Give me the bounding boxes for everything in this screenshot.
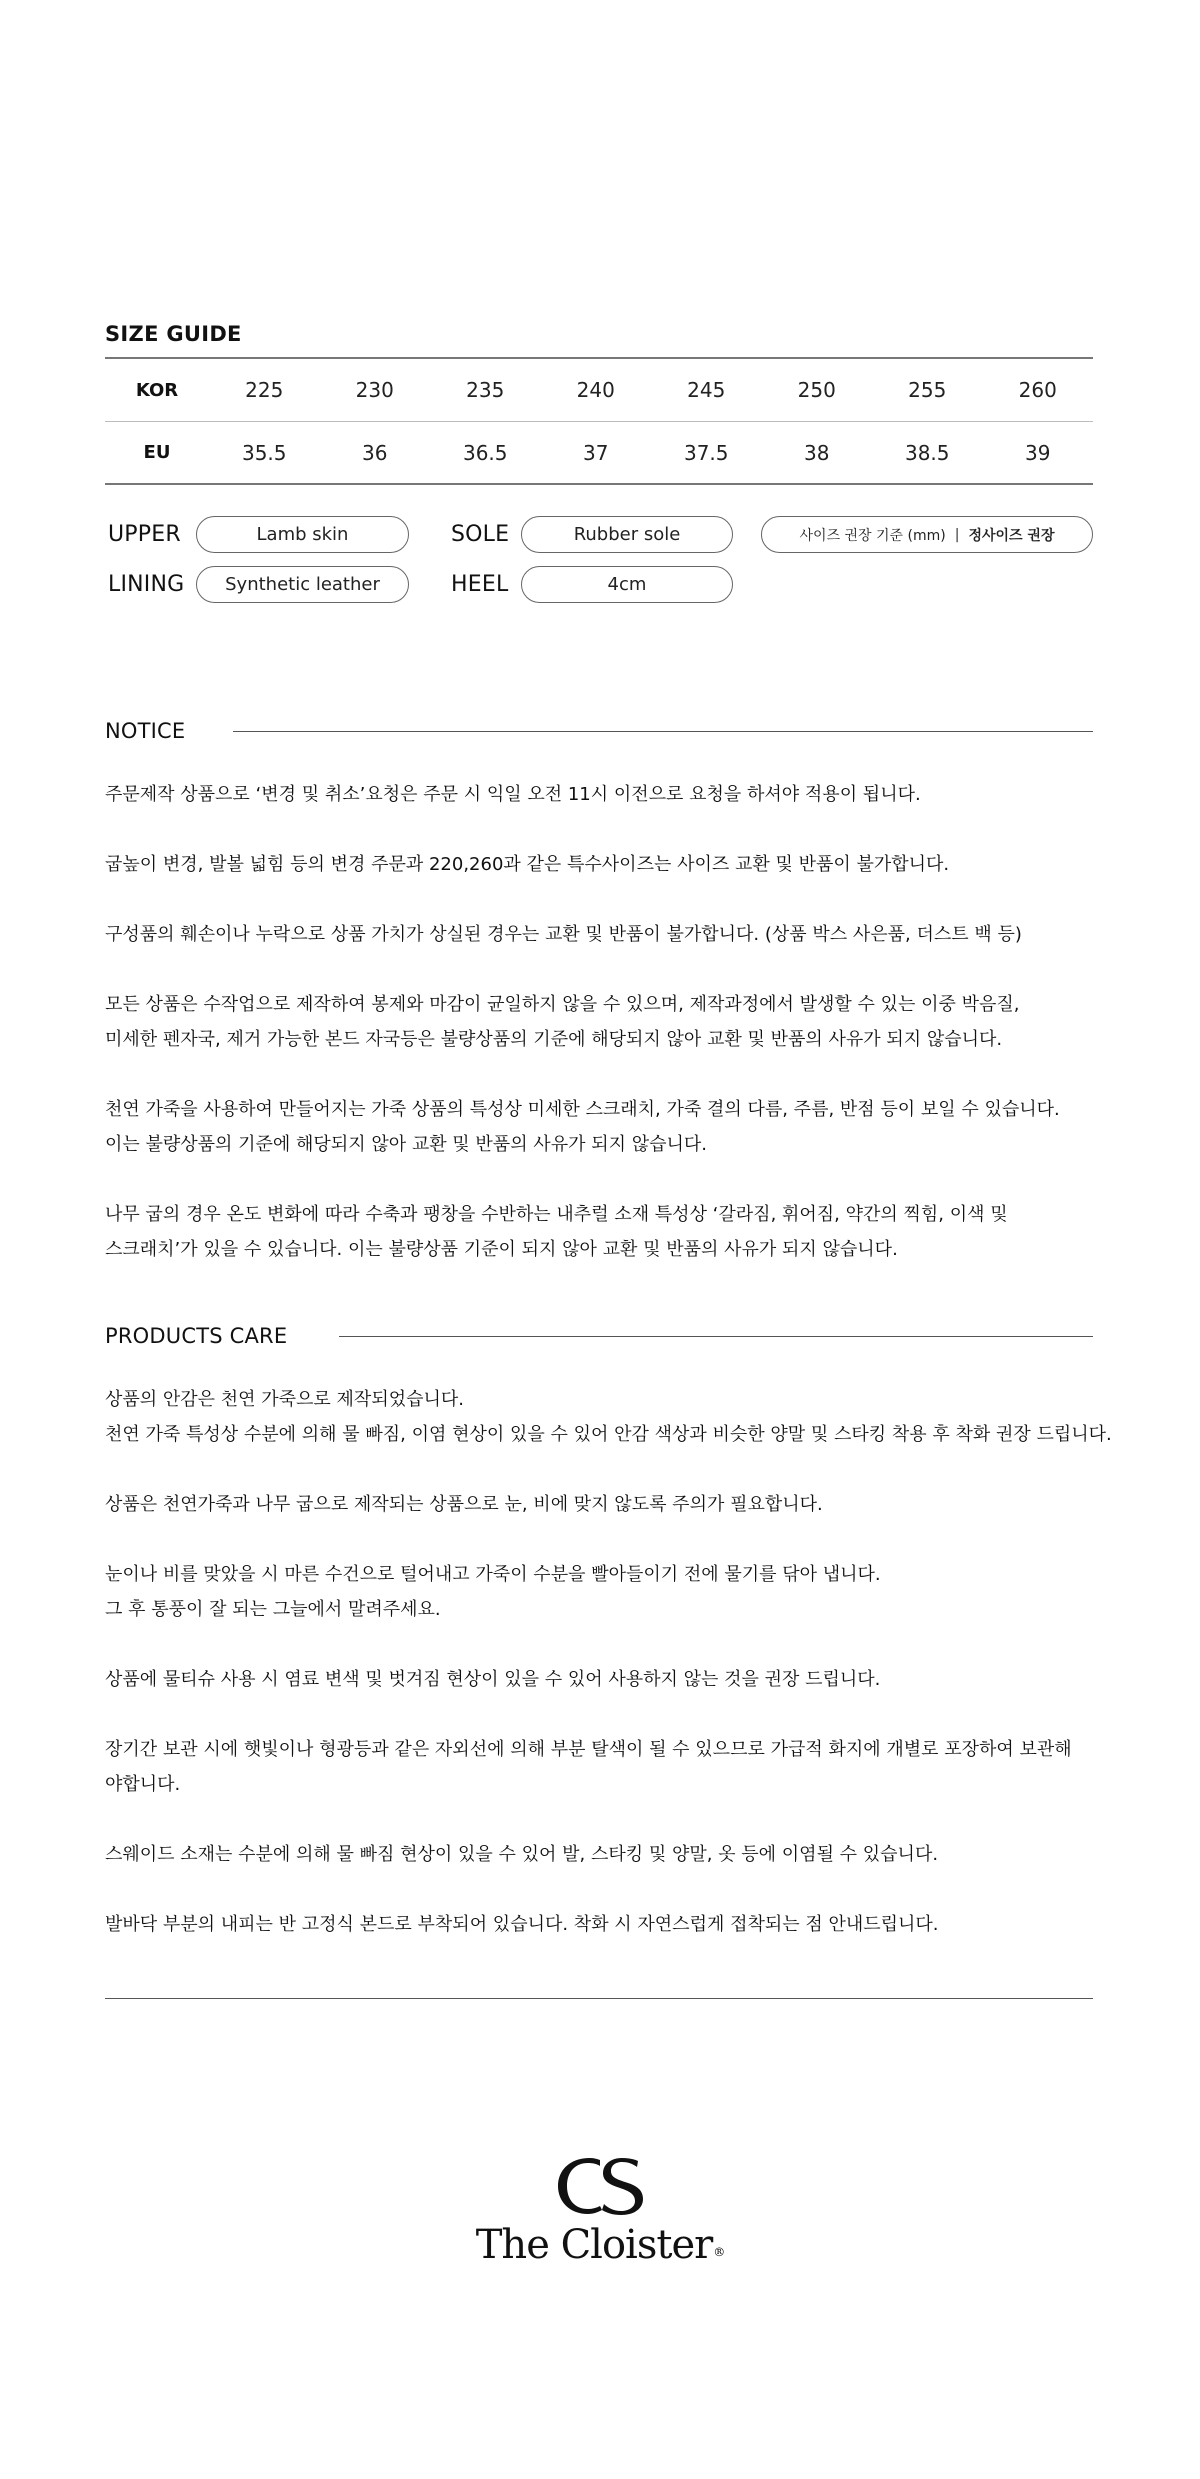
care-line: 스웨이드 소재는 수분에 의해 물 빠짐 현상이 있을 수 있어 발, 스타킹 및 양말, 옷 등에 이염될 수 있습니다.: [105, 1844, 939, 1865]
size-standard-badge: [761, 516, 1093, 553]
notice-item: [105, 987, 1105, 1057]
care-item: [105, 1907, 1105, 1942]
cs-monogram-icon: [550, 2150, 650, 2220]
size-cell: 230: [355, 378, 394, 402]
notice-rule: [233, 731, 1093, 732]
row-label: EU: [143, 442, 171, 463]
heel-value: 4cm: [521, 566, 733, 603]
size-cell: 38.5: [904, 440, 950, 465]
care-item: [105, 1837, 1105, 1872]
size-guide-section: [105, 322, 1093, 606]
notice-heading: [105, 719, 1093, 743]
notice-item: [105, 847, 1105, 882]
size-guide-title: SIZE GUIDE: [105, 322, 242, 346]
size-cell: 250: [797, 378, 836, 402]
size-cell: 36.5: [462, 440, 508, 465]
size-cell: 225: [245, 378, 284, 402]
size-cell: 38: [804, 440, 830, 465]
notice-line: 미세한 펜자국, 제거 가능한 본드 자국등은 불량상품의 기준에 해당되지 않아 교환 및 반품의 사유가 되지 않습니다.: [105, 1029, 1003, 1050]
size-row-kor: [105, 359, 1093, 421]
notice-line: 굽높이 변경, 발볼 넓힘 등의 변경 주문과 220,260과 같은 특수사이즈는 사이즈 교환 및 반품이 불가합니다.: [105, 854, 950, 875]
care-title: PRODUCTS CARE: [105, 1324, 288, 1348]
row-label: KOR: [135, 379, 179, 401]
care-rule: [339, 1336, 1093, 1337]
sole-value: Rubber sole: [521, 516, 733, 553]
care-item: [105, 1732, 1105, 1802]
care-line: 야합니다.: [105, 1774, 181, 1795]
care-line: 눈이나 비를 맞았을 시 마른 수건으로 털어내고 가죽이 수분을 빨아들이기 전에 물기를 닦아 냅니다.: [105, 1564, 881, 1585]
upper-label: UPPER: [108, 522, 181, 547]
material-specs: [105, 516, 1093, 606]
size-cell: 240: [576, 378, 615, 402]
notice-line: 모든 상품은 수작업으로 제작하여 봉제와 마감이 균일하지 않을 수 있으며, 제작과정에서 발생할 수 있는 이중 박음질,: [105, 994, 1020, 1015]
care-item: [105, 1662, 1105, 1697]
brand-logo: [0, 2150, 1200, 2268]
notice-title: NOTICE: [105, 719, 186, 743]
standard-label: 사이즈 권장 기준 (mm): [799, 527, 946, 544]
notice-line: 구성품의 훼손이나 누락으로 상품 가치가 상실된 경우는 교환 및 반품이 불가합니다. (상품 박스 사은품, 더스트 백 등): [105, 924, 1022, 945]
size-cell: 37: [583, 440, 609, 465]
size-cell: 39: [1025, 440, 1051, 465]
care-heading: [105, 1324, 1093, 1348]
size-cell: 37.5: [683, 440, 729, 465]
lining-value: Synthetic leather: [196, 566, 409, 603]
standard-recommendation: 정사이즈 권장: [968, 527, 1055, 544]
notice-item: [105, 777, 1105, 812]
size-cell: 35.5: [241, 440, 287, 465]
care-line: 상품의 안감은 천연 가죽으로 제작되었습니다.: [105, 1389, 464, 1410]
care-line: 상품에 물티슈 사용 시 염료 변색 및 벗겨짐 현상이 있을 수 있어 사용하지 않는 것을 권장 드립니다.: [105, 1669, 881, 1690]
sole-label: SOLE: [451, 522, 510, 547]
size-table: [105, 357, 1093, 485]
standard-divider: |: [954, 526, 960, 543]
size-cell: 245: [687, 378, 726, 402]
notice-line: 스크래치’가 있을 수 있습니다. 이는 불량상품 기준이 되지 않아 교환 및 반품의 사유가 되지 않습니다.: [105, 1239, 898, 1260]
registered-mark: ®: [713, 2245, 725, 2259]
heel-label: HEEL: [451, 572, 509, 597]
size-row-eu: [105, 421, 1093, 483]
footer-divider: [105, 1998, 1093, 1999]
care-line: 장기간 보관 시에 햇빛이나 형광등과 같은 자외선에 의해 부분 탈색이 될 수 있으므로 가급적 화지에 개별로 포장하여 보관해: [105, 1739, 1072, 1760]
care-item: [105, 1382, 1112, 1452]
notice-line: 천연 가죽을 사용하여 만들어지는 가죽 상품의 특성상 미세한 스크래치, 가죽 결의 다름, 주름, 반점 등이 보일 수 있습니다.: [105, 1099, 1060, 1120]
notice-item: [105, 1092, 1105, 1162]
upper-value: Lamb skin: [196, 516, 409, 553]
size-cell: 235: [466, 378, 505, 402]
notice-item: [105, 917, 1105, 952]
notice-item: [105, 1197, 1105, 1267]
care-line: 천연 가죽 특성상 수분에 의해 물 빠짐, 이염 현상이 있을 수 있어 안감 색상과 비슷한 양말 및 스타킹 착용 후 착화 권장 드립니다.: [105, 1424, 1112, 1445]
size-cell: 36: [362, 440, 388, 465]
notice-line: 나무 굽의 경우 온도 변화에 따라 수축과 팽창을 수반하는 내추럴 소재 특성상 ‘갈라짐, 휘어짐, 약간의 찍힘, 이색 및: [105, 1204, 1008, 1225]
care-line: 발바닥 부분의 내피는 반 고정식 본드로 부착되어 있습니다. 착화 시 자연스럽게 접착되는 점 안내드립니다.: [105, 1914, 939, 1935]
notice-line: 이는 불량상품의 기준에 해당되지 않아 교환 및 반품의 사유가 되지 않습니다.: [105, 1134, 707, 1155]
lining-label: LINING: [108, 572, 185, 597]
care-line: 상품은 천연가죽과 나무 굽으로 제작되는 상품으로 눈, 비에 맞지 않도록 주의가 필요합니다.: [105, 1494, 823, 1515]
notice-line: 주문제작 상품으로 ‘변경 및 취소’요청은 주문 시 익일 오전 11시 이전으로 요청을 하셔야 적용이 됩니다.: [105, 784, 921, 805]
brand-wordmark: [0, 2222, 1200, 2268]
care-line: 그 후 통풍이 잘 되는 그늘에서 말려주세요.: [105, 1599, 441, 1620]
brand-name: The Cloister: [475, 2222, 713, 2268]
size-cell: 260: [1018, 378, 1057, 402]
size-cell: 255: [908, 378, 947, 402]
care-item: [105, 1557, 1105, 1627]
care-item: [105, 1487, 1105, 1522]
